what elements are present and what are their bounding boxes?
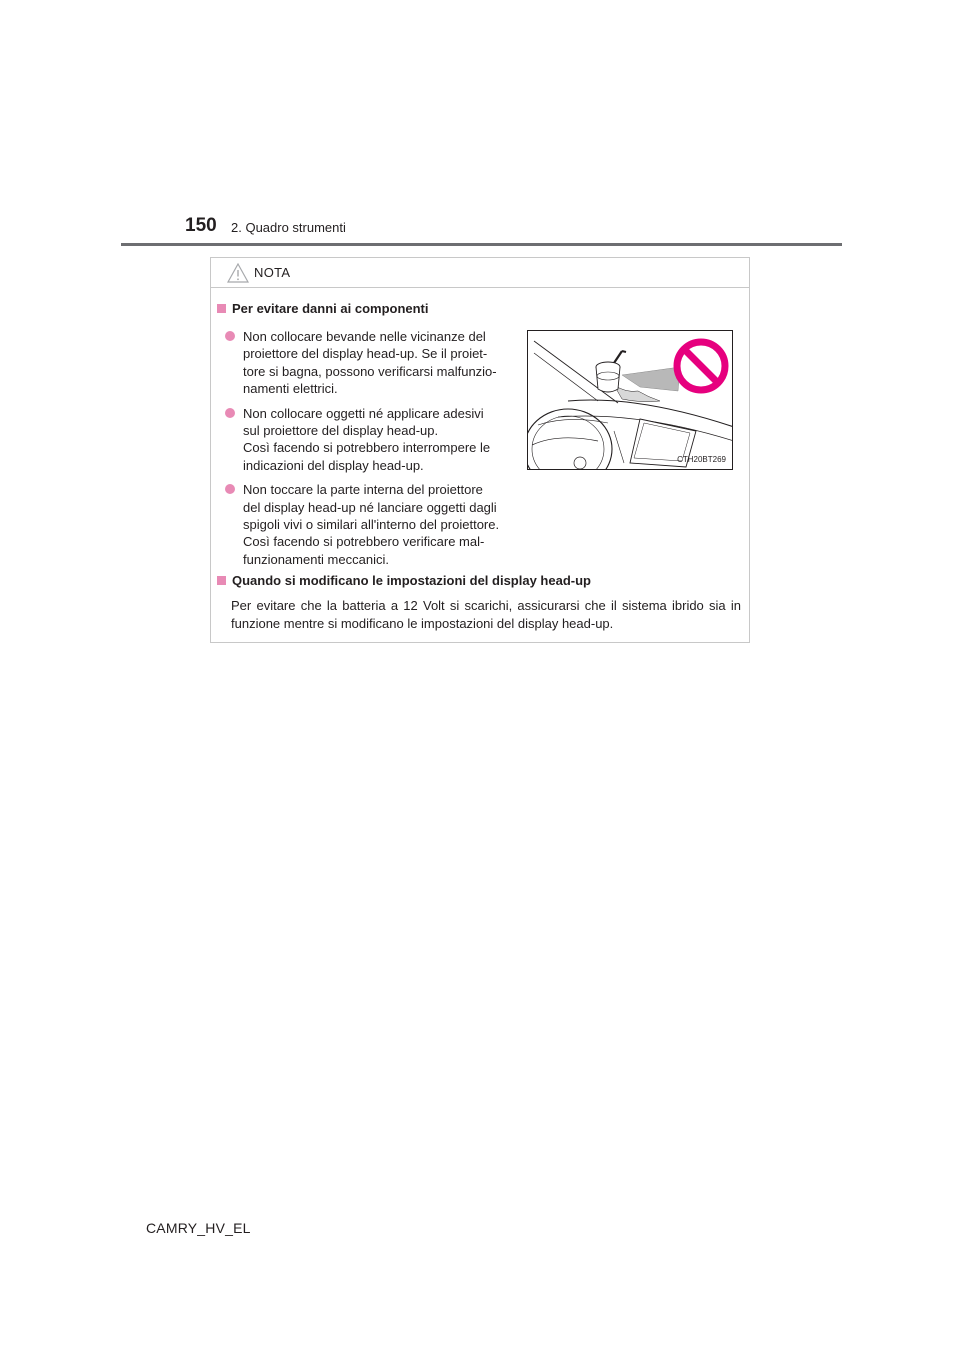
round-bullet-icon — [225, 331, 235, 341]
section-heading-damage — [217, 301, 429, 316]
round-bullet-icon — [225, 408, 235, 418]
square-bullet-icon — [217, 576, 226, 585]
text-line: Non collocare oggetti né applicare adesivi — [243, 405, 484, 421]
notice-header — [211, 258, 749, 288]
text-line: namenti elettrici. — [243, 381, 338, 397]
list-item — [225, 481, 515, 568]
text-line: del display head-up né lanciare oggetti dagli — [243, 499, 497, 515]
section-heading-text: Per evitare danni ai componenti — [232, 301, 429, 316]
section-heading-text: Quando si modificano le impostazioni del display head-up — [232, 573, 591, 588]
list-item — [225, 405, 515, 475]
text-line: tore si bagna, possono verificarsi malfunzio- — [243, 363, 497, 379]
page-number: 150 — [185, 215, 217, 236]
text-line: proiettore del display head-up. Se il proiet- — [243, 346, 488, 362]
text-line: Non toccare la parte interna del proiettore — [243, 482, 483, 498]
text-line: spigoli vivi o similari all'interno del proiettore. — [243, 517, 500, 533]
text-line: indicazioni del display head-up. — [243, 457, 424, 473]
prohibition-icon — [672, 337, 730, 395]
notice-box — [210, 257, 750, 643]
bullet-list — [225, 328, 515, 575]
drink-cup-icon — [590, 349, 630, 401]
illustration — [527, 330, 733, 470]
settings-paragraph: Per evitare che la batteria a 12 Volt si scarichi, assicurarsi che il sistema ibrido sia in funzione mentre si modificano le impostazioni del display head-up. — [231, 598, 741, 631]
footer-code: CAMRY_HV_EL — [146, 1220, 251, 1236]
square-bullet-icon — [217, 304, 226, 313]
notice-title: NOTA — [254, 265, 291, 280]
header-rule — [121, 243, 842, 246]
section-heading-settings — [217, 573, 591, 588]
warning-triangle-icon — [227, 263, 249, 283]
list-item — [225, 328, 515, 398]
illustration-code: CTH20BT269 — [677, 455, 726, 464]
text-line: Così facendo si potrebbero verificare mal- — [243, 534, 485, 550]
round-bullet-icon — [225, 484, 235, 494]
text-line: sul proiettore del display head-up. — [243, 423, 439, 439]
text-line: Non collocare bevande nelle vicinanze del — [243, 329, 486, 344]
text-line: funzionamenti meccanici. — [243, 551, 389, 567]
text-line: Così facendo si potrebbero interrompere le — [243, 440, 491, 456]
chapter-title: 2. Quadro strumenti — [231, 220, 346, 235]
